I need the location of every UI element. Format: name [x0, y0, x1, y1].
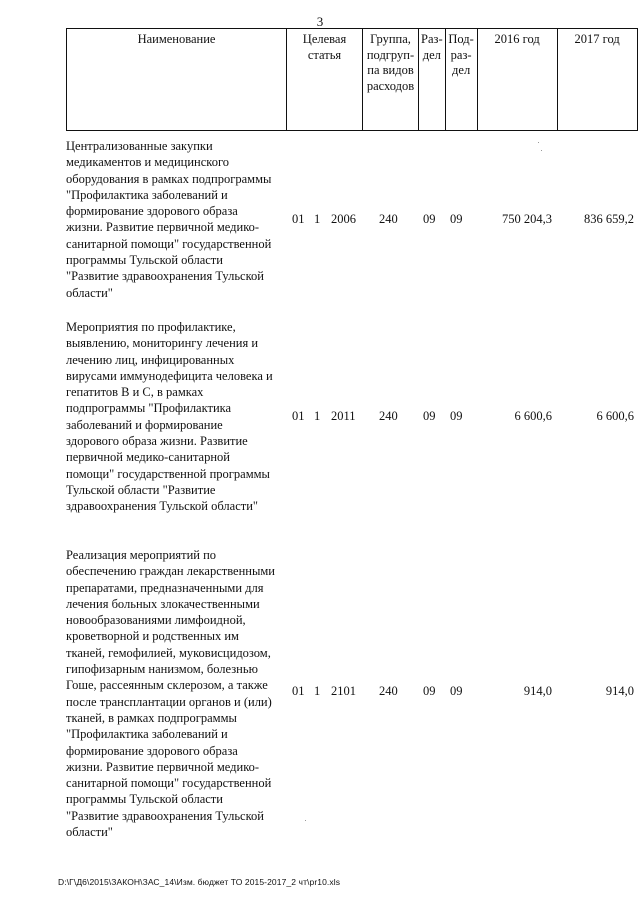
header-name: Наименование	[137, 32, 216, 46]
row-code-subprogram: 1	[314, 212, 321, 226]
header-2017-cell	[557, 29, 637, 131]
row-code-direction: 2006	[331, 212, 356, 226]
row-code-program: 01	[292, 212, 305, 226]
scan-speck	[538, 142, 539, 143]
row-amount-2017: 836 659,2	[584, 212, 634, 226]
row-code-direction: 2101	[331, 684, 356, 698]
header-year-2017: 2017 год	[574, 32, 620, 46]
table-header	[66, 28, 638, 131]
header-year-2016: 2016 год	[494, 32, 540, 46]
row-subsection: 09	[450, 409, 463, 423]
header-target-cell	[287, 29, 363, 131]
row-subsection: 09	[450, 684, 463, 698]
header-subsection: Под- раз- дел	[448, 32, 474, 77]
row-expense-group: 240	[379, 684, 398, 698]
header-2016-cell	[477, 29, 557, 131]
header-section-cell	[419, 29, 446, 131]
row-name: Мероприятия по профилактике, выявлению, мониторингу лечения и лечению лиц, инфицированных вирусами иммунодефицита человека и гепатитов В и С, в рамках подпрограммы "Профилактика заболеваний и формирование здорового образа жизни. Развитие первичной медико-санитарной помощи" государственной программы Тульской области "Развитие здравоохранения Тульской области"	[66, 320, 273, 514]
header-subsection-cell	[445, 29, 477, 131]
scan-speck	[541, 150, 542, 151]
row-amount-2016: 6 600,6	[514, 409, 552, 423]
row-code-program: 01	[292, 684, 305, 698]
row-name: Централизованные закупки медикаментов и медицинского оборудования в рамках подпрограммы "Профилактика заболеваний и формирование здорового образа жизни. Развитие первичной медико- санитарной помощи" государственной программы Тульской области "Развитие здравоохранения Тульской области"	[66, 139, 272, 300]
row-code-program: 01	[292, 409, 305, 423]
scan-speck	[305, 820, 306, 821]
row-code-subprogram: 1	[314, 409, 321, 423]
row-section: 09	[423, 409, 436, 423]
header-section: Раз- дел	[421, 32, 443, 62]
header-group-cell	[363, 29, 419, 131]
row-amount-2016: 750 204,3	[502, 212, 552, 226]
row-section: 09	[423, 212, 436, 226]
header-target-article: Целевая статья	[302, 32, 347, 62]
row-section: 09	[423, 684, 436, 698]
footer-file-path: D:\Г\Д6\2015\ЗАКОН\ЗАС_14\Изм. бюджет ТО 2015-2017_2 чт\pr10.xls	[58, 877, 341, 887]
header-name-cell	[67, 29, 287, 131]
header-expense-group: Группа, подгруп- па видов расходов	[366, 32, 415, 93]
row-name: Реализация мероприятий по обеспечению граждан лекарственными препаратами, предназначенными для лечения больных злокачественными новообразованиями лимфоидной, кроветворной и родственных им тканей, гемофилией, муковисцидозом, гипофизарным нанизмом, болезнью Гоше, рассеянным склерозом, а также после трансплантации органов и (или) тканей, в рамках подпрограммы "Профилактика заболеваний и формирование здорового образа жизни. Развитие первичной медико- санитарной помощи" государственной программы Тульской области "Развитие здравоохранения Тульской области"	[66, 548, 275, 840]
row-expense-group: 240	[379, 212, 398, 226]
row-amount-2017: 914,0	[605, 684, 634, 698]
row-code-direction: 2011	[331, 409, 356, 423]
row-expense-group: 240	[379, 409, 398, 423]
page-number: 3	[316, 14, 324, 29]
row-subsection: 09	[450, 212, 463, 226]
row-amount-2016: 914,0	[523, 684, 552, 698]
row-amount-2017: 6 600,6	[596, 409, 634, 423]
row-code-subprogram: 1	[314, 684, 321, 698]
